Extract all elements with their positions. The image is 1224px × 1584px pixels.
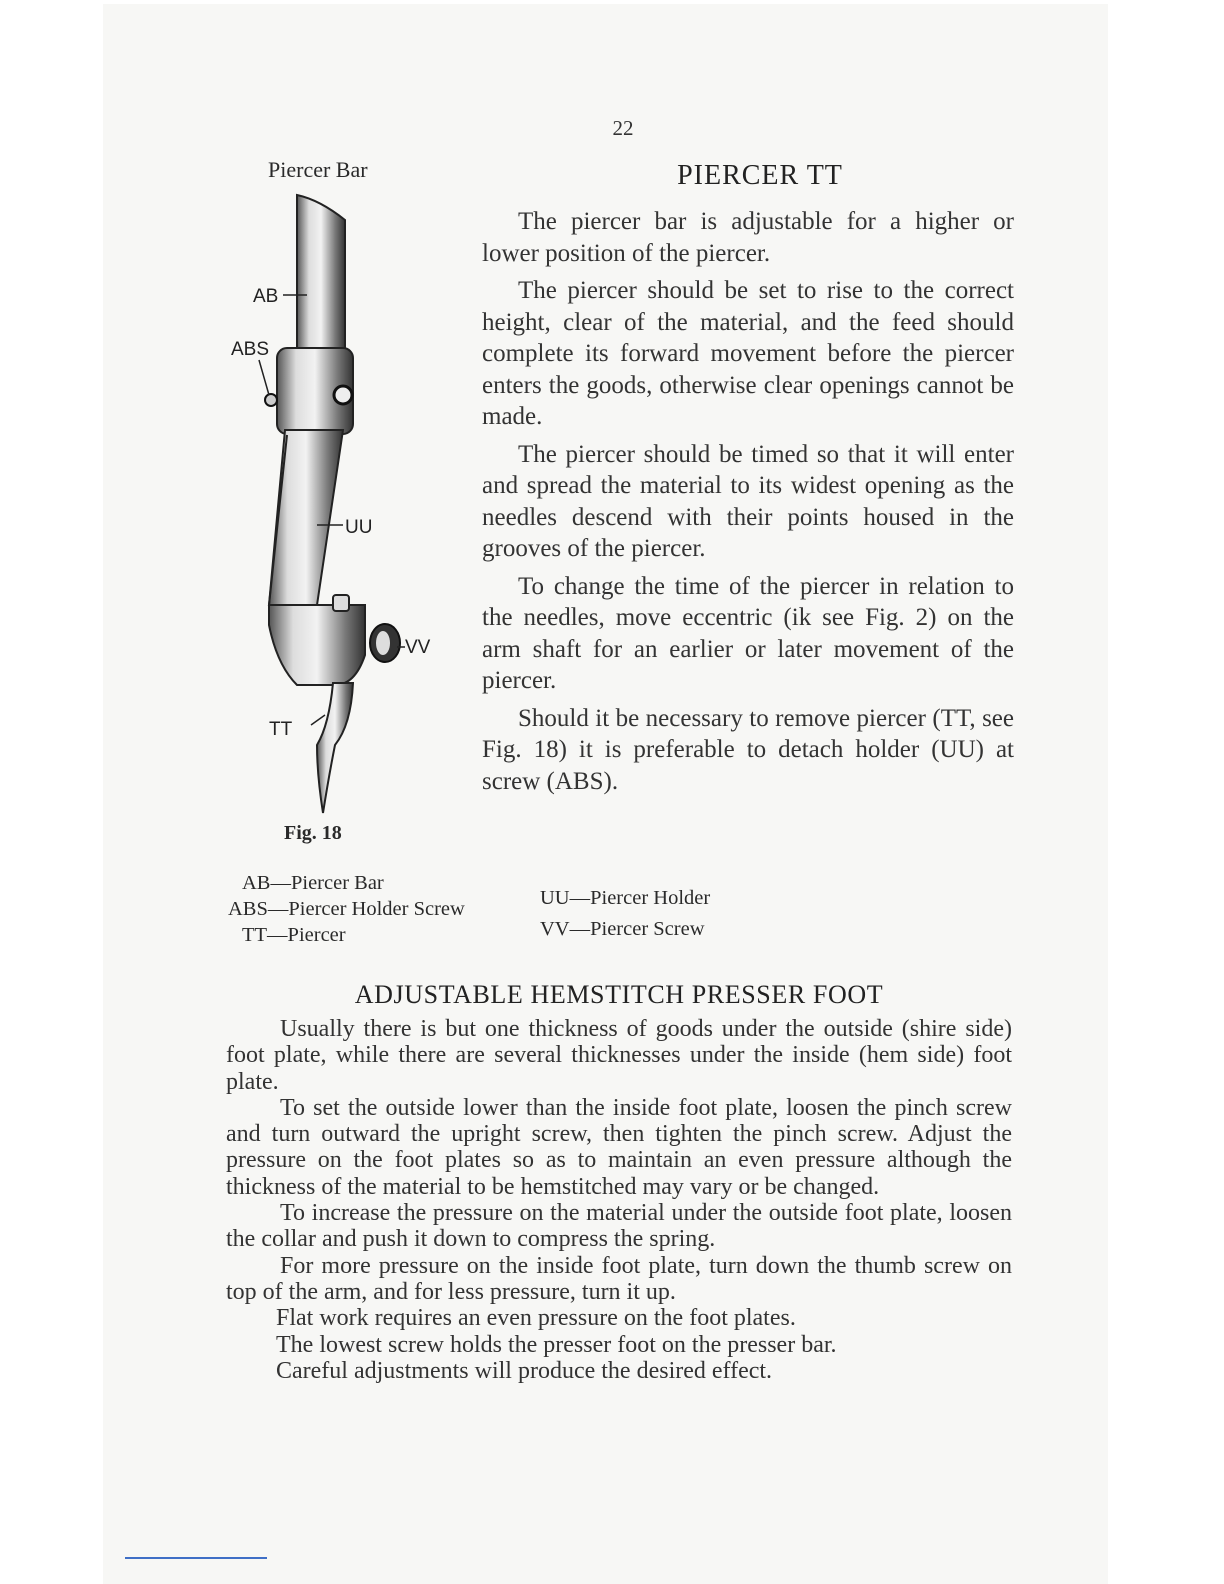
paragraph: The piercer bar is adjustable for a higher or lower position of the piercer. (482, 208, 1014, 267)
callout-vv: VV (405, 637, 431, 658)
piercer-bar-illustration (225, 185, 455, 825)
figure-legend-left (228, 870, 465, 948)
paragraph: Should it be necessary to remove piercer (TT, see Fig. 18) it is preferable to detach holder (UU) at screw (ABS). (482, 704, 1014, 795)
page-number: 22 (612, 116, 634, 140)
holder-foot-shape (269, 605, 365, 685)
legend-entry: VV—Piercer Screw (540, 918, 705, 940)
figure-label: Fig. 18 (284, 822, 342, 844)
legend-entry: UU—Piercer Holder (540, 887, 711, 909)
callout-uu: UU (345, 517, 373, 538)
callout-abs: ABS (231, 339, 270, 360)
legend-entry: ABS—Piercer Holder Screw (228, 898, 465, 920)
paragraph: To set the outside lower than the inside foot plate, loosen the pinch screw and turn outward the upright screw, then tighten the pinch screw. Adjust the pressure on the foot plates so as to maintain an even pressure although the thickness of the material to be hemstitched may vary or be changed. (226, 1094, 1012, 1200)
paragraph: For more pressure on the inside foot plate, turn down the thumb screw on top of the arm, and for less pressure, turn it up. (226, 1252, 1012, 1305)
paragraph: Flat work requires an even pressure on the foot plates. (276, 1305, 796, 1332)
section-title-presser-foot: ADJUSTABLE HEMSTITCH PRESSER FOOT (354, 980, 884, 1009)
callout-tt: TT (269, 719, 293, 740)
legend-entry: TT—Piercer (242, 924, 346, 946)
paragraph: The piercer should be timed so that it will enter and spread the material to its widest opening as the needles descend with their points housed in the grooves of the piercer. (482, 440, 1014, 562)
paragraph: To increase the pressure on the material under the outside foot plate, loosen the collar and push it down to compress the spring. (226, 1200, 1012, 1253)
piercer-needle-shape (317, 683, 353, 813)
paragraph: Careful adjustments will produce the desired effect. (276, 1357, 773, 1384)
paragraph: The lowest screw holds the presser foot on the presser bar. (276, 1331, 837, 1358)
figure-legend-right (540, 883, 710, 945)
collar-screw-shape (334, 386, 352, 404)
section-title-piercer: PIERCER TT (677, 160, 843, 191)
paragraph: The piercer should be set to rise to the correct height, clear of the material, and the feed should complete its forward movement before the piercer enters the goods, otherwise clear openings cannot be made. (482, 277, 1014, 430)
holder-arm-shape (269, 430, 343, 605)
section-body-piercer (482, 206, 1014, 803)
legend-entry: AB—Piercer Bar (242, 872, 384, 894)
callout-ab: AB (253, 286, 279, 307)
paragraph: To change the time of the piercer in relation to the needles, move eccentric (ik see Fig. 2) on the arm shaft for an earlier or later movement of the piercer. (482, 572, 1014, 694)
abs-screw-shape (265, 394, 277, 406)
paragraph: Usually there is but one thickness of goods under the outside (shire side) foot plate, while there are several thicknesses under the inside (hem side) foot plate. (226, 1016, 1012, 1095)
piercer-bar-shape (297, 195, 345, 355)
footer-rule (125, 1557, 267, 1559)
section-body-presser-foot (226, 1016, 1012, 1384)
figure-top-caption: Piercer Bar (268, 157, 368, 182)
